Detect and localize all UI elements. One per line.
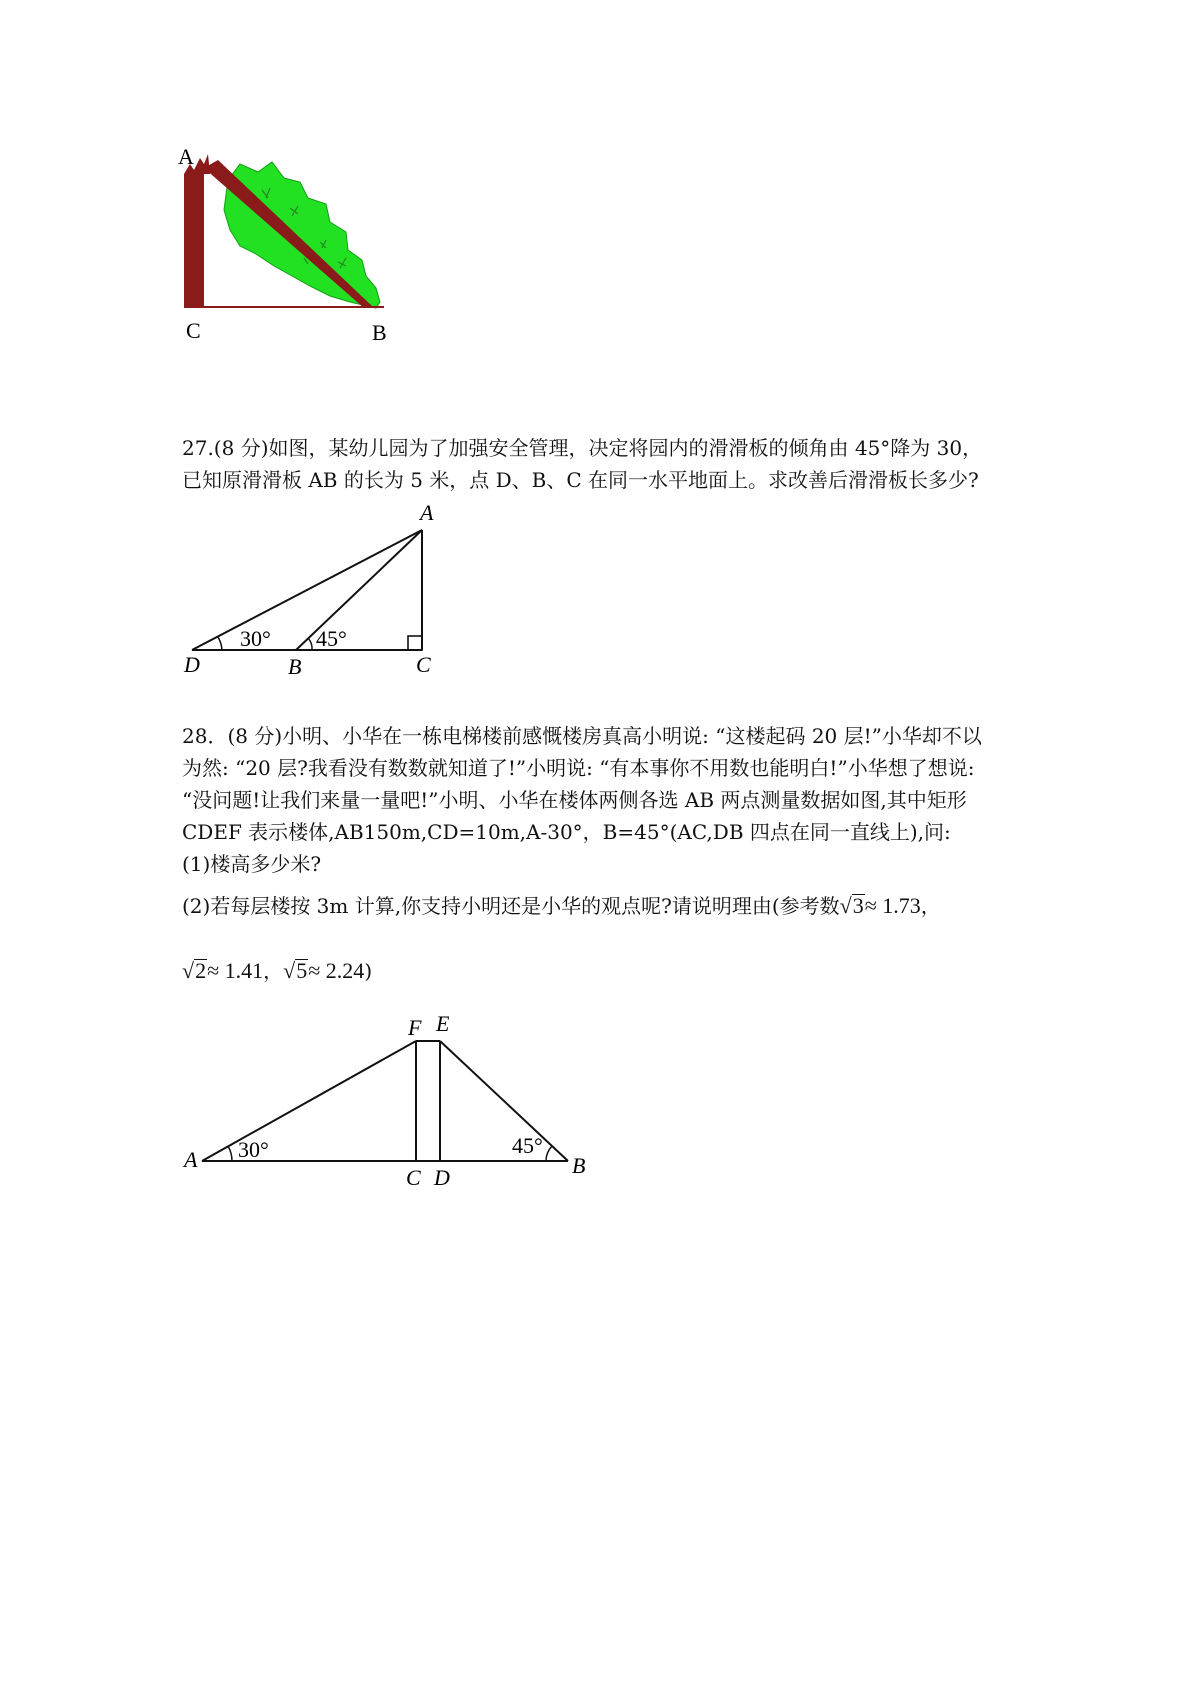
q28-ref-line [182, 955, 1062, 987]
line-ad [192, 530, 422, 650]
angle-label-b: 45° [316, 626, 347, 651]
label-c: C [186, 318, 201, 343]
q28-ref-values [182, 955, 1062, 987]
label-f: F [408, 1015, 422, 1040]
question-27 [182, 432, 1062, 496]
right-angle-mark [408, 636, 422, 650]
q27-line-2: 已知原滑滑板 AB 的长为 5 米，点 D、B、C 在同一水平地面上。求改善后滑滑板长多少? [182, 468, 979, 492]
sqrt5-expression: √5≈ 2.24 [283, 958, 365, 983]
label-d: D [184, 652, 200, 677]
angle-label-d: 30° [240, 626, 271, 651]
angle-label-a: 30° [238, 1137, 269, 1162]
sqrt3-radicand: 3 [852, 893, 864, 918]
label-a: A [178, 144, 194, 169]
angle-arc-b [308, 638, 312, 650]
q28-line-2: 为然: “20 层?我看没有数数就知道了!”小明说: “有本事你不用数也能明白!”小华想了想说: [182, 756, 975, 780]
q28-line-1: 28．(8 分)小明、小华在一栋电梯楼前感慨楼房真高小明说: “这楼起码 20 层!”小华却不以 [182, 724, 982, 748]
q27-line-1: 27.(8 分)如图，某幼儿园为了加强安全管理，决定将园内的滑滑板的倾角由 45°降为 30， [182, 436, 983, 460]
label-a: A [184, 1147, 198, 1172]
q28-sub-2-block [182, 890, 1062, 922]
sqrt5-radicand: 5 [296, 958, 308, 983]
q28-sub-2-text: (2)若每层楼按 3m 计算,你支持小明还是小华的观点呢?请说明理由(参考数 [182, 894, 840, 918]
ref-sep-2: ， [263, 959, 284, 983]
slide-figure [180, 500, 440, 680]
label-e: E [436, 1011, 450, 1036]
q28-sub-1: (1)楼高多少米? [182, 852, 322, 876]
label-b: B [288, 654, 302, 679]
line-eb [440, 1041, 568, 1161]
angle-arc-d [218, 637, 222, 650]
wall [184, 174, 204, 308]
ref-sep-1: ， [920, 894, 941, 918]
sqrt3-expression: √3≈ 1.73 [839, 893, 921, 918]
label-b: B [372, 320, 387, 345]
label-d: D [434, 1165, 450, 1190]
sqrt3-value: ≈ 1.73 [864, 893, 921, 918]
sqrt5-value: ≈ 2.24 [308, 958, 365, 983]
q28-line-4: CDEF 表示楼体,AB150m,CD=10m,A-30°，B=45°(AC,DB 四点在同一直线上),问: [182, 820, 951, 844]
angle-arc-a [228, 1146, 232, 1161]
sqrt2-expression: √2≈ 1.41 [182, 958, 264, 983]
label-c: C [406, 1165, 421, 1190]
label-a: A [420, 500, 434, 525]
angle-arc-b [546, 1146, 552, 1161]
sqrt2-radicand: 2 [195, 958, 207, 983]
q28-line-3: “没问题!让我们来量一量吧!”小明、小华在楼体两侧各选 AB 两点测量数据如图,其中矩形 [182, 788, 967, 812]
line-ab [296, 530, 422, 650]
q28-sub-2 [182, 890, 1062, 922]
tree-slide-figure [178, 144, 430, 370]
ref-close: ) [364, 959, 373, 983]
tree-foliage [224, 162, 380, 308]
label-b: B [572, 1153, 586, 1178]
building-figure [180, 1005, 600, 1190]
question-28 [182, 720, 1062, 880]
sqrt2-value: ≈ 1.41 [207, 958, 264, 983]
angle-label-b: 45° [512, 1133, 543, 1158]
label-c: C [416, 652, 431, 677]
line-af [202, 1041, 416, 1161]
